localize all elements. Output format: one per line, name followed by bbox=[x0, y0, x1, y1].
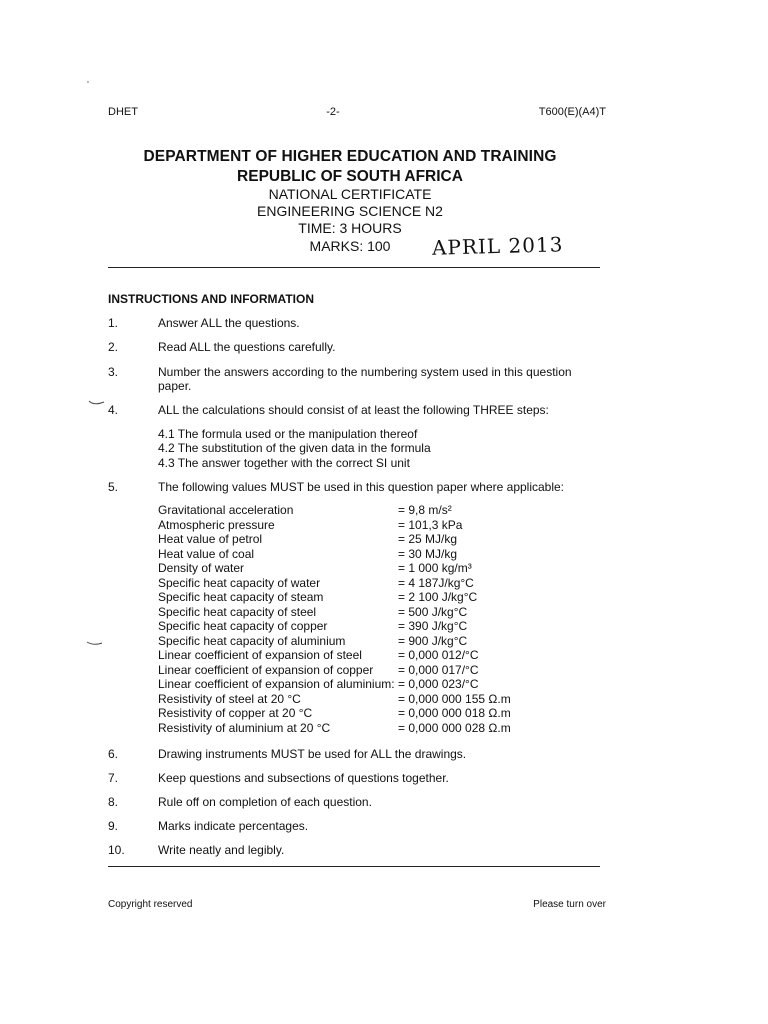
republic-title: REPUBLIC OF SOUTH AFRICA bbox=[237, 168, 463, 185]
constant-label: Specific heat capacity of water bbox=[158, 575, 321, 590]
item-number: 10. bbox=[108, 843, 125, 857]
constant-label: Heat value of petrol bbox=[158, 532, 263, 546]
item-text: Keep questions and subsections of questions together. bbox=[158, 771, 449, 785]
pen-tick-mark bbox=[88, 398, 106, 408]
item-number: 5. bbox=[108, 480, 119, 494]
constant-value: = 0,000 000 018 Ω.m bbox=[398, 706, 511, 720]
constant-value: = 0,000 012/°C bbox=[398, 648, 479, 662]
total-marks: MARKS: 100 bbox=[309, 238, 391, 254]
constant-value: = 2 100 J/kg°C bbox=[398, 590, 478, 604]
handwritten-date: APRIL 2013 bbox=[431, 232, 564, 260]
certificate-title: NATIONAL CERTIFICATE bbox=[268, 186, 432, 202]
item-text: Marks indicate percentages. bbox=[158, 819, 309, 833]
top-divider bbox=[108, 267, 600, 268]
step-item: 4.1 The formula used or the manipulation thereof bbox=[158, 427, 418, 441]
header-dept-code: DHET bbox=[108, 106, 138, 118]
constant-label: Resistivity of steel at 20 °C bbox=[158, 691, 301, 706]
item-number: 6. bbox=[108, 747, 119, 761]
constant-label: Resistivity of aluminium at 20 °C bbox=[158, 720, 331, 735]
constant-label: Specific heat capacity of steam bbox=[158, 590, 324, 604]
copyright-notice: Copyright reserved bbox=[108, 899, 193, 910]
constant-label: Heat value of coal bbox=[158, 546, 255, 561]
department-title: DEPARTMENT OF HIGHER EDUCATION AND TRAINING bbox=[143, 148, 557, 165]
item-text: Answer ALL the questions. bbox=[158, 316, 300, 330]
constant-value: = 0,000 000 028 Ω.m bbox=[398, 720, 511, 735]
item-number: 2. bbox=[108, 340, 119, 354]
constant-label: Linear coefficient of expansion of aluminium: bbox=[158, 677, 395, 691]
constant-label: Specific heat capacity of aluminium bbox=[158, 633, 346, 648]
item-number: 3. bbox=[108, 365, 119, 379]
header-paper-code: T600(E)(A4)T bbox=[538, 106, 606, 118]
header-page-number: -2- bbox=[326, 106, 340, 118]
item-text: The following values MUST be used in this question paper where applicable: bbox=[158, 480, 565, 494]
step-item: 4.2 The substitution of the given data in the formula bbox=[158, 441, 431, 455]
constant-value: = 0,000 017/°C bbox=[398, 662, 479, 677]
bottom-divider bbox=[108, 866, 600, 867]
constant-value: = 4 187J/kg°C bbox=[398, 575, 474, 590]
constant-value: = 0,000 000 155 Ω.m bbox=[398, 691, 511, 706]
constant-label: Specific heat capacity of copper bbox=[158, 619, 328, 633]
subject-title: ENGINEERING SCIENCE N2 bbox=[257, 203, 443, 219]
constant-label: Linear coefficient of expansion of copper bbox=[158, 662, 374, 677]
item-text: Rule off on completion of each question. bbox=[158, 795, 372, 809]
turn-over-notice: Please turn over bbox=[533, 899, 606, 910]
item-text: Read ALL the questions carefully. bbox=[158, 340, 336, 354]
constant-label: Resistivity of copper at 20 °C bbox=[158, 706, 313, 720]
item-number: 7. bbox=[108, 771, 119, 785]
item-text: Drawing instruments MUST be used for ALL the drawings. bbox=[158, 747, 467, 761]
constant-value: = 101,3 kPa bbox=[398, 517, 463, 532]
constant-value: = 30 MJ/kg bbox=[398, 546, 458, 561]
constant-label: Gravitational acceleration bbox=[158, 503, 294, 517]
constant-value: = 500 J/kg°C bbox=[398, 604, 468, 619]
item-text: Number the answers according to the numbering system used in this question paper. bbox=[158, 365, 572, 393]
pen-tick-mark bbox=[86, 638, 104, 648]
constant-label: Specific heat capacity of steel bbox=[158, 604, 317, 619]
scan-speck bbox=[86, 80, 90, 84]
item-text: Write neatly and legibly. bbox=[158, 843, 285, 857]
item-number: 4. bbox=[108, 403, 119, 417]
item-number: 1. bbox=[108, 316, 119, 330]
constant-value: = 0,000 023/°C bbox=[398, 677, 479, 691]
constant-label: Atmospheric pressure bbox=[158, 517, 275, 532]
item-number: 9. bbox=[108, 819, 119, 833]
constant-value: = 9,8 m/s² bbox=[398, 503, 452, 517]
step-item: 4.3 The answer together with the correct SI unit bbox=[158, 456, 410, 470]
constant-value: = 25 MJ/kg bbox=[398, 532, 458, 546]
constant-value: = 390 J/kg°C bbox=[398, 619, 468, 633]
item-number: 8. bbox=[108, 795, 119, 809]
instructions-heading: INSTRUCTIONS AND INFORMATION bbox=[108, 292, 314, 306]
item-text: ALL the calculations should consist of at least the following THREE steps: bbox=[158, 403, 549, 417]
constant-label: Linear coefficient of expansion of steel bbox=[158, 648, 362, 662]
time-allowed: TIME: 3 HOURS bbox=[298, 220, 402, 236]
constant-label: Density of water bbox=[158, 561, 245, 575]
constant-value: = 1 000 kg/m³ bbox=[398, 561, 472, 575]
constant-value: = 900 J/kg°C bbox=[398, 633, 468, 648]
